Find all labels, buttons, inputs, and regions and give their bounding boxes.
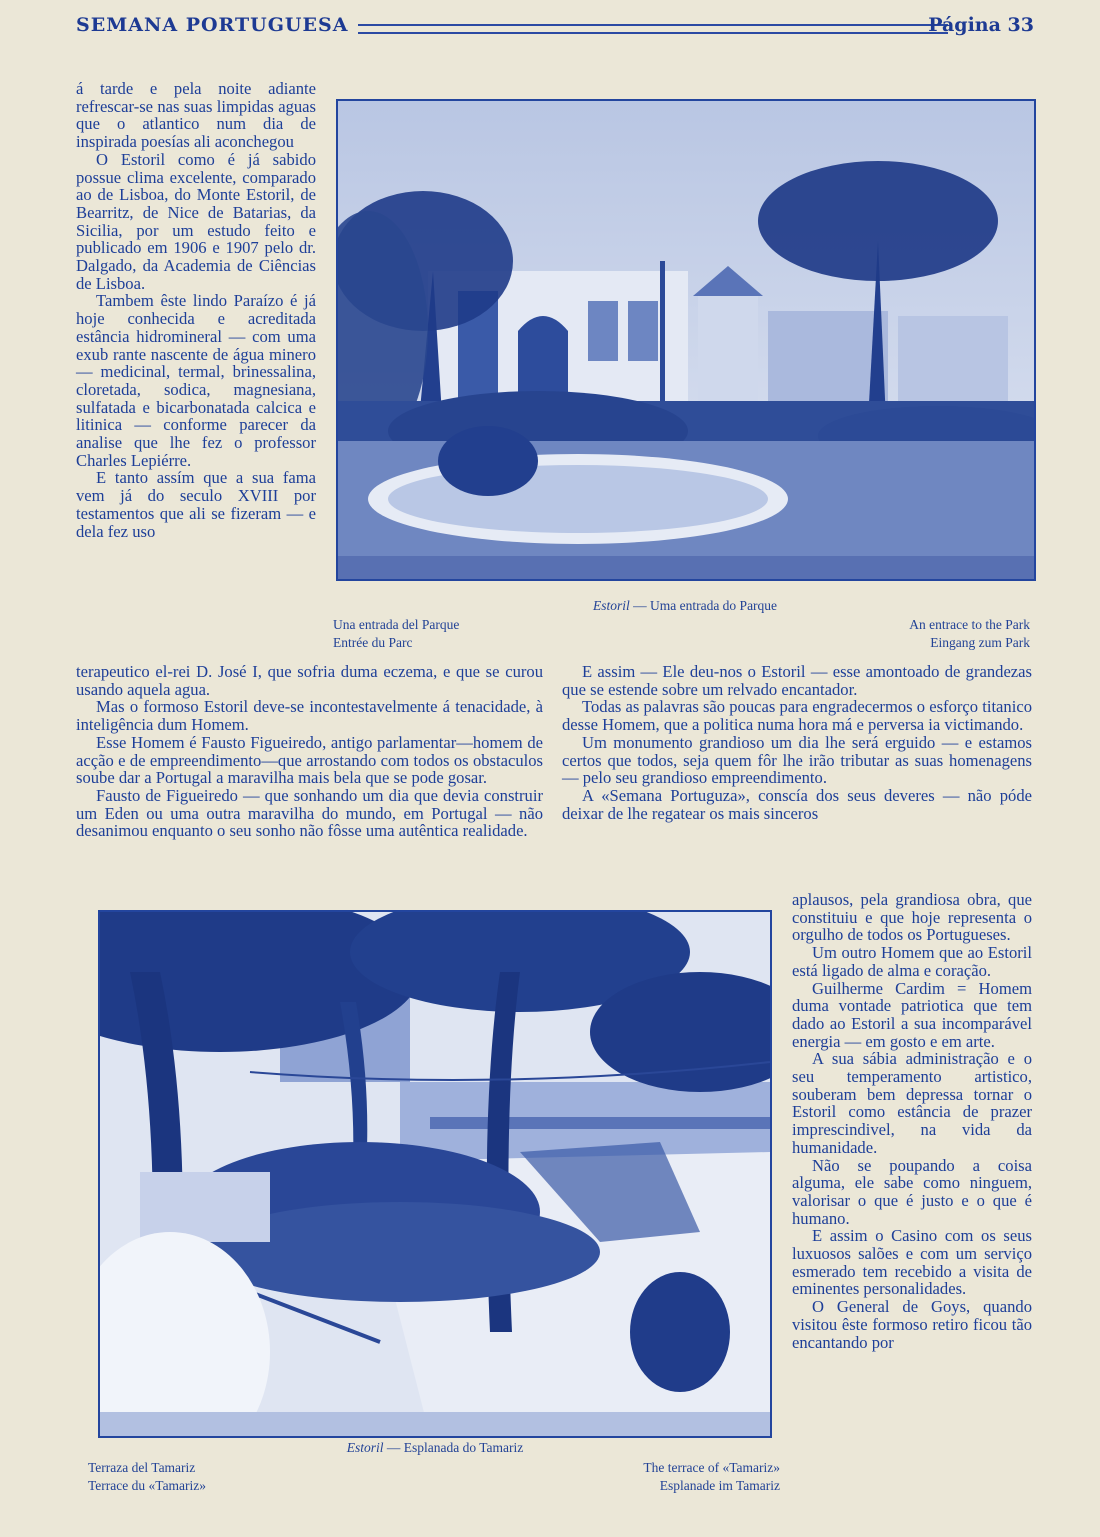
photo1-caption-spanish: Una entrada del Parque (333, 617, 460, 632)
paragraph: Tambem êste lindo Paraízo é já hoje conhecida e acreditada estância hidromineral — com uma exub rante nascente de água minero — medicinal, termal, brinessalina, cloretada, sodica, magnesiana, sulfatada e bicarbonatada calcica e litinica — conforme parecer da analise que lhe fez o professor Charles Lepiérre. (76, 291, 316, 470)
column-right-middle (562, 663, 1032, 822)
park-entrance-image (338, 101, 1034, 579)
column-left-bottom (76, 663, 543, 840)
photo1-caption-english: An entrace to the Park (909, 617, 1030, 632)
paragraph: A «Semana Portuguza», conscía dos seus deveres — não póde deixar de lhe regatear os mais sinceros (562, 785, 1032, 823)
photo1-caption-main (520, 597, 850, 614)
paragraph: O Estoril como é já sabido possue clima excelente, comparado ao de Lisboa, do Monte Estoril, de Bearritz, de Nice de Batarias, da Sicilia, por um estudo feito e publicado em 1906 e 1907 pelo dr. Dalgado, da Academia de Ciências de Lisboa. (76, 149, 316, 293)
photo-tamariz-terrace (98, 910, 772, 1438)
photo2-caption-main (270, 1439, 600, 1456)
paragraph: Fausto de Figueiredo — que sonhando um dia que devia construir um Eden ou uma outra maravilha do mundo, em Portugal — não desanimou enquanto o seu sonho não fôsse uma autêntica realidade. (76, 785, 543, 841)
paragraph: Mas o formoso Estoril deve-se incontestavelmente á tenacidade, à inteligência dum Homem. (76, 697, 543, 735)
paragraph: A sua sábia administração e o seu temperamento artistico, souberam bem depressa tornar o Estoril como estância de prazer imprescindivel, na vida da humanidade. (792, 1049, 1032, 1157)
photo2-caption-spanish: Terraza del Tamariz (88, 1460, 196, 1475)
paragraph: á tarde e pela noite adiante refrescar-se nas suas limpidas aguas que o atlantico num dia de inspirada poesías ali aconchegou (76, 79, 316, 152)
photo1-caption-german: Eingang zum Park (930, 635, 1030, 650)
paragraph: Não se poupando a coisa alguma, ele sabe como ninguem, valorisar o que é justo e o que é humano. (792, 1155, 1032, 1228)
photo2-caption-french: Terrace du «Tamariz» (88, 1478, 207, 1493)
paragraph: E tanto assím que a sua fama vem já do seculo XVIII por testamentos que ali se fizeram — e dela fez uso (76, 468, 316, 541)
paragraph: terapeutico el-rei D. José I, que sofria duma eczema, e que se curou usando aquela agua. (76, 662, 543, 699)
paragraph: E assim o Casino com os seus luxuosos salões e com um serviço esmerado tem recebido a visita de eminentes personalidades. (792, 1226, 1032, 1299)
paragraph: Esse Homem é Fausto Figueiredo, antigo parlamentar—homem de acção e de empreendimento—que arrostando com todos os obstaculos soube dar a Portugal a maravilha mais bela que se pode gosar. (76, 732, 543, 788)
caption-text: — Esplanada do Tamariz (383, 1440, 524, 1455)
caption-text: — Uma entrada do Parque (629, 598, 778, 613)
paragraph: Um outro Homem que ao Estoril está ligado de alma e coração. (792, 943, 1032, 980)
page-header (76, 12, 1034, 38)
paragraph: Todas as palavras são poucas para engradecermos o esforço titanico desse Homem, que a politica numa hora má e perversa ia victimando. (562, 697, 1032, 735)
column-left-top (76, 80, 316, 540)
photo-park-entrance (336, 99, 1036, 581)
paragraph: O General de Goys, quando visitou êste formoso retiro ficou tão encantando por (792, 1297, 1032, 1352)
photo2-caption-english: The terrace of «Tamariz» (643, 1460, 780, 1475)
tamariz-terrace-image (100, 912, 770, 1436)
column-right-bottom (792, 891, 1032, 1351)
photo1-caption-french: Entrée du Parc (333, 635, 413, 650)
masthead: SEMANA PORTUGUESA (76, 14, 349, 36)
header-rule (358, 24, 948, 34)
caption-place: Estoril (346, 1440, 384, 1455)
caption-place: Estoril (592, 598, 630, 613)
page-number: Página 33 (928, 14, 1034, 36)
paragraph: Um monumento grandioso um dia lhe será erguido — e estamos certos que todos, seja quem fôr lhe irão tributar as suas homenagens — pelo seu grandioso empreendimento. (562, 732, 1032, 788)
paragraph: aplausos, pela grandiosa obra, que constituiu e que hoje representa o orgulho de todos os Portugueses. (792, 890, 1032, 945)
photo2-caption-german: Esplanade im Tamariz (659, 1478, 780, 1493)
paragraph: E assim — Ele deu-nos o Estoril — esse amontoado de grandezas que se estende sobre um relvado encantador. (562, 662, 1032, 699)
paragraph: Guilherme Cardim = Homem duma vontade patriotica que tem dado ao Estoril a sua incomparável energia — em gosto e em arte. (792, 978, 1032, 1051)
